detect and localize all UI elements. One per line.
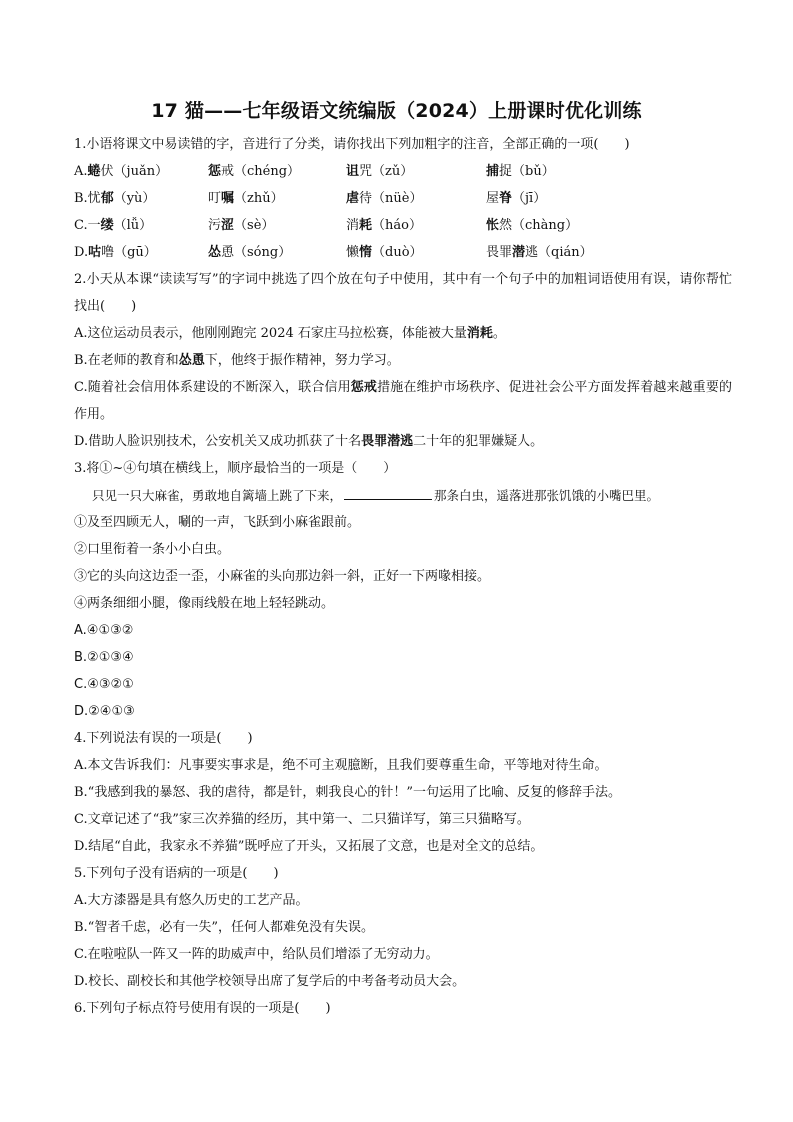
q5-option-c[interactable]: C.在啦啦队一阵又一阵的助威声中，给队员们增添了无穷动力。 [74,947,439,962]
q5-stem: 5.下列句子没有语病的一项是( ) [74,866,279,881]
q3-sentence-3: ③它的头向这边歪一歪，小麻雀的头向那边斜一斜，正好一下两喙相接。 [74,569,491,584]
page-title: 17 猫——七年级语文统编版（2024）上册课时优化训练 [151,100,642,122]
q1-option-c[interactable] [74,212,732,239]
q1-option-b[interactable] [74,185,732,212]
q4-stem: 4.下列说法有误的一项是( ) [74,731,253,746]
q3-option-d[interactable]: D.②④①③ [74,704,135,719]
q1-b-item-2: 叮嘱（zhǔ） [208,191,284,206]
q1-b-item-1: B.忧郁（yù） [74,191,156,206]
q1-option-a[interactable] [74,158,732,185]
q4-option-d[interactable]: D.结尾“自此，我家永不养猫”既呼应了开头，又拓展了文意，也是对全文的总结。 [74,839,544,854]
q3-stem: 3.将①~④句填在横线上，顺序最恰当的一项是（ ） [74,461,397,476]
q3-option-b[interactable]: B.②①③④ [74,650,134,665]
q1-a-item-1: A.蜷伏（juǎn） [74,164,169,179]
q1-a-item-2: 惩戒（chéng） [208,164,301,179]
q1-b-item-3: 虐待（nüè） [346,191,423,206]
q1-d-item-2: 怂恿（sóng） [208,245,292,260]
question-list [74,131,732,1022]
q1-stem: 1.小语将课文中易读错的字，音进行了分类，请你找出下列加粗字的注音，全部正确的一项( ) [74,137,630,152]
q3-passage: 只见一只大麻雀，勇敢地自篱墙上跳了下来， 那条白虫，遥落进那张饥饿的小嘴巴里。 [74,482,732,509]
q1-d-item-1: D.咕噜（gū） [74,245,157,260]
q2-option-d[interactable]: D.借助人脸识别技术，公安机关又成功抓获了十名畏罪潜逃二十年的犯罪嫌疑人。 [74,434,544,449]
q3-sentence-2: ②口里衔着一条小小白虫。 [74,542,231,557]
q6-stem: 6.下列句子标点符号使用有误的一项是( ) [74,1001,331,1016]
q1-d-item-4: 畏罪潜逃（qián） [486,245,593,260]
q5-option-a[interactable]: A.大方漆器是具有悠久历史的工艺产品。 [74,893,309,908]
q1-a-item-3: 诅咒（zǔ） [346,164,414,179]
q1-c-item-3: 消耗（háo） [346,218,422,233]
q1-c-item-4: 怅然（chàng） [486,218,579,233]
q4-option-a[interactable]: A.本文告诉我们：凡事要实事求是，绝不可主观臆断，且我们要尊重生命，平等地对待生命。 [74,758,608,773]
fill-blank[interactable] [344,485,432,500]
q3-sentence-4: ④两条细细小腿，像雨线般在地上轻轻跳动。 [74,596,335,611]
q5-option-b[interactable]: B.“智者千虑，必有一失”，任何人都难免没有失误。 [74,920,374,935]
q3-sentence-1: ①及至四顾无人，唰的一声，飞跃到小麻雀跟前。 [74,515,361,530]
q3-option-c[interactable]: C.④③②① [74,677,134,692]
q1-option-d[interactable] [74,239,732,266]
q2-stem: 2.小天从本课“读读写写”的字词中挑选了四个放在句子中使用，其中有一个句子中的加粗词语使用有误，请你帮忙找出( ) [74,272,732,314]
q1-a-item-4: 捕捉（bǔ） [486,164,555,179]
q1-c-item-1: C.一缕（lǚ） [74,218,153,233]
q2-option-a[interactable]: A.这位运动员表示，他刚刚跑完 2024 石家庄马拉松赛，体能被大量消耗。 [74,326,506,341]
q1-d-item-3: 懒惰（duò） [346,245,423,260]
q4-option-b[interactable]: B.“我感到我的暴怒、我的虐待，都是针，刺我良心的针！”一句运用了比喻、反复的修辞手法。 [74,785,621,800]
q3-option-a[interactable]: A.④①③② [74,623,134,638]
q5-option-d[interactable]: D.校长、副校长和其他学校领导出席了复学后的中考备考动员大会。 [74,974,466,989]
q1-c-item-2: 污涩（sè） [208,218,275,233]
q2-option-b[interactable]: B.在老师的教育和怂恿下，他终于振作精神，努力学习。 [74,353,400,368]
q2-option-c[interactable]: C.随着社会信用体系建设的不断深入，联合信用惩戒措施在维护市场秩序、促进社会公平方面发挥着越来越重要的作用。 [74,380,732,422]
q4-option-c[interactable]: C.文章记述了“我”家三次养猫的经历，其中第一、二只猫详写，第三只猫略写。 [74,812,530,827]
q1-b-item-4: 屋脊（jī） [486,191,547,206]
